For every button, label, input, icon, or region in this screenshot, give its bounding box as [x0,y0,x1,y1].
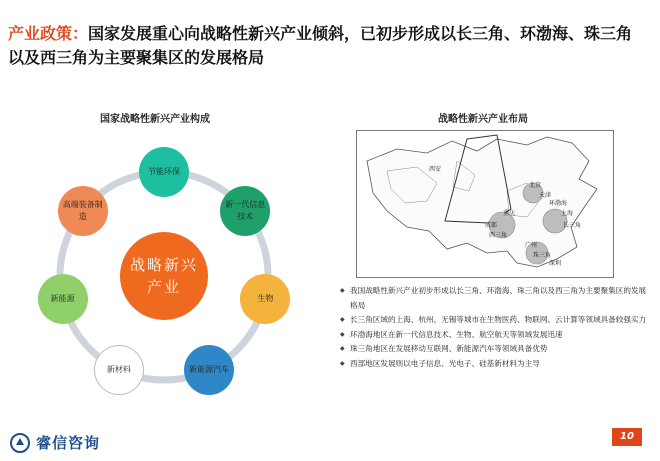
bullet-item: ◆ 我国战略性新兴产业初步形成以长三角、环渤海、珠三角以及西三角为主要聚集区的发展格局 [340,284,650,313]
china-map [356,130,614,278]
map-label-tianjin: 天津 [539,192,552,199]
bullet-item: ◆ 环渤海地区在新一代信息技术、生物、航空航天等领域发展迅速 [340,328,650,343]
logo-icon [10,433,30,453]
node-new-material: 新材料 [94,345,144,395]
page-number: 10 [612,428,642,446]
company-logo [10,432,100,453]
map-label-chongqing: 重庆 [503,210,516,217]
title-text: 国家发展重心向战略性新兴产业倾斜，已初步形成以长三角、环渤海、珠三角以及西三角为主要聚集区的发展格局 [8,24,633,67]
map-graphic [357,131,613,277]
node-new-energy: 新能源 [38,274,88,324]
node-biology: 生物 [240,274,290,324]
left-panel-title: 国家战略性新兴产业构成 [100,114,210,125]
map-label-guangzhou: 广州 [525,242,538,249]
center-circle: 战略新兴产业 [120,232,208,320]
map-label-changsanjiao: 长三角 [563,222,582,229]
map-label-beijing: 北京 [529,182,542,189]
bullet-item: ◆ 长三角区域的上海、杭州、无锡等城市在生物医药、物联网、云计算等领域具备较强实力 [340,313,650,328]
brand-name: 睿信咨询 [36,434,101,452]
map-label-huanbohai: 环渤海 [549,200,568,207]
right-panel-title: 战略性新兴产业布局 [438,114,528,125]
title-accent: 产业政策： [8,24,89,43]
layout-bullets [340,284,650,371]
map-label-shenzhen: 深圳 [549,260,562,267]
node-energy-saving: 节能环保 [139,147,189,197]
map-label-chengdu: 成都 [485,222,498,229]
map-label-shanghai: 上海 [561,210,574,217]
map-label-zhusanjiao: 珠三角 [533,252,552,259]
node-new-energy-vehicle: 新能源汽车 [184,345,234,395]
node-next-gen-it: 新一代信息技术 [220,186,270,236]
map-label-xisanjiao: 西三角 [489,232,508,239]
bullet-item: ◆ 珠三角地区在发展移动互联网、新能源汽车等领域具备优势 [340,342,650,357]
node-high-end-equipment: 高端装备制造 [58,186,108,236]
map-label-xian: 西安 [429,166,442,173]
bullet-item: ◆ 西部地区发展则以电子信息、光电子、硅基新材料为主导 [340,357,650,372]
